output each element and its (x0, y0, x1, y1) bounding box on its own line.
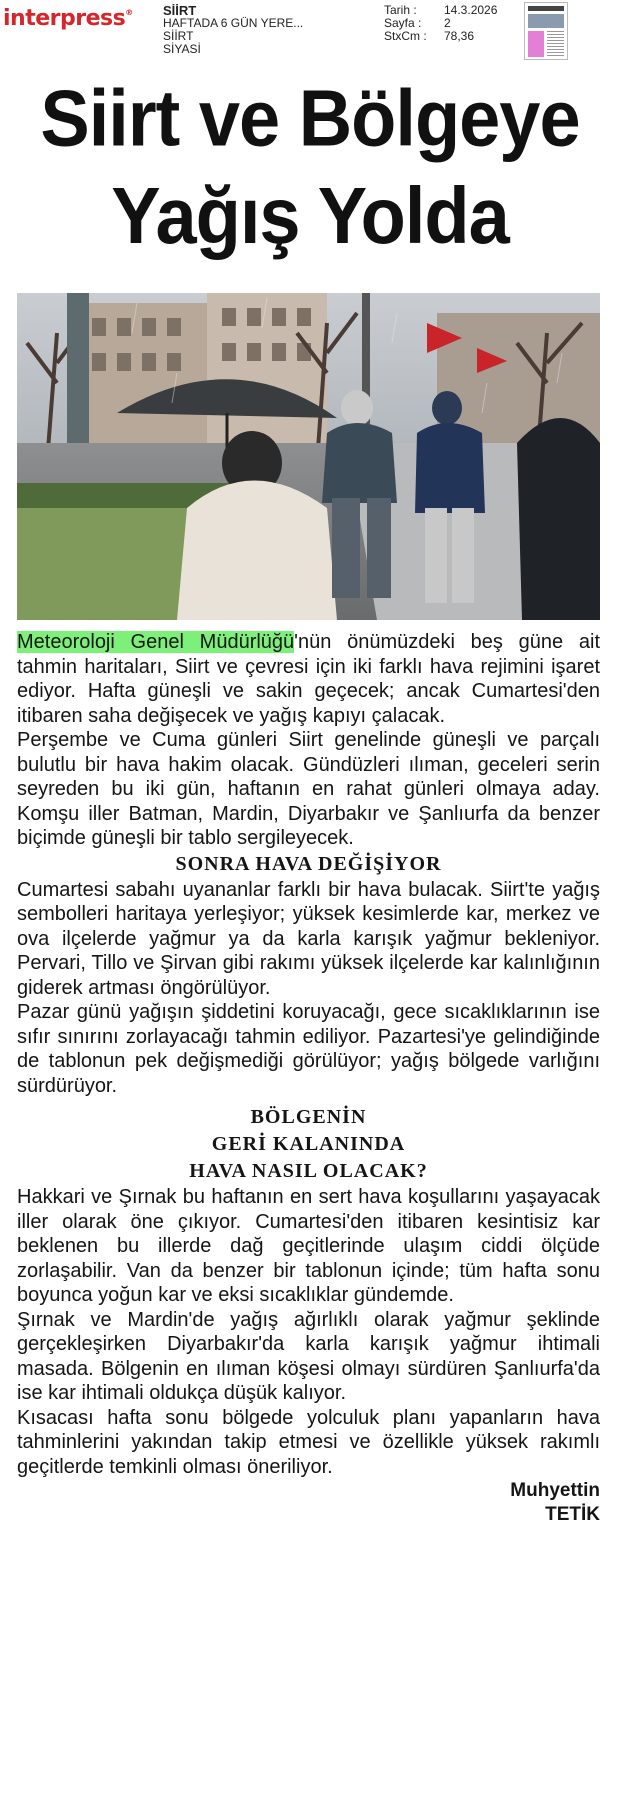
paragraph-7: Kısacası hafta sonu bölgede yolculuk planı yapanların hava tahminlerini yakından takip etmesi ve özellikle yüksek rakımlı geçitlerde temkinli olması öneriliyor. (17, 1406, 600, 1478)
meta-row-stxcm: StxCm : 78,36 (384, 29, 475, 43)
meta-row-date: Tarih : 14.3.2026 (384, 3, 498, 17)
meta-row-page: Sayfa : 2 (384, 16, 451, 30)
subheading-2-line-3: HAVA NASIL OLACAK? (189, 1160, 428, 1182)
paragraph-1: Meteoroloji Genel Müdürlüğü'nün önümüzdeki beş güne ait tahmin haritaları, Siirt ve çevresi için iki farklı hava rejimini işaret ediyor. Hafta güneşli ve sakin geçecek; ancak Cumartesi'den itibaren saha değişecek ve yağış kapıyı çalacak. (17, 631, 600, 727)
article-body (17, 630, 600, 1527)
paragraph-4: Pazar günü yağışın şiddetini koruyacağı, gece sıcaklıklarının ise sıfır sınırını zorlayacağı tahmin ediliyor. Pazartesi'ye gelindiğinde de tablonun pek değişmediği görülüyor; yağış bölgede varlığını sürdürüyor. (17, 1001, 600, 1097)
subheading-2-line-1: BÖLGENİN (250, 1106, 367, 1128)
subheading-2-line-2: GERİ KALANINDA (211, 1133, 406, 1155)
headline (0, 70, 620, 264)
paragraph-2: Perşembe ve Cuma günleri Siirt genelinde güneşli ve parçalı bulutlu bir hava hakim olacak. Gündüzleri ılıman, geceleri serin seyreden bu iki gün, haftanın en rahat günleri olmaya aday. Komşu iller Batman, Mardin, Diyarbakır ve Şanlıurfa da benzer biçimde güneşli bir tablo sergileyecek. (17, 729, 600, 849)
paragraph-6: Şırnak ve Mardin'de yağış ağırlıklı olarak yağmur şeklinde gerçekleşirken Diyarbakır'da karla karışık yağmur ihtimali masada. Bölgenin en ılıman köşesi olmayı sürdüren Şanlıurfa'da ise kar ihtimali oldukça düşük kalıyor. (17, 1308, 600, 1404)
byline (17, 1479, 600, 1527)
source-meta (163, 4, 303, 56)
paragraph-3: Cumartesi sabahı uyananlar farklı bir hava bulacak. Siirt'te yağış sembolleri haritaya yerleşiyor; yüksek kesimlerde kar, merkez ve ova ilçelerde yağmur ya da karla karışık yağmur bekleniyor. Pervari, Tillo ve Şirvan gibi rakımı yüksek ilçelerde kar kalınlığının giderek artması öngörülüyor. (17, 878, 600, 999)
highlighted-source: Meteoroloji Genel Müdürlüğü (17, 631, 295, 653)
clip-meta (384, 4, 497, 43)
source-city: SİİRT (163, 3, 197, 18)
subheading-1: SONRA HAVA DEĞİŞİYOR (175, 852, 442, 875)
page-thumbnail-icon[interactable] (524, 2, 568, 60)
interpress-logo: interpress® (3, 6, 133, 31)
paragraph-5: Hakkari ve Şırnak bu haftanın en sert hava koşullarını yaşayacak iller olarak öne çıkıyor. Cumartesi'den itibaren kesintisiz kar beklenen bu illerde dağ geçitlerinde ulaşım ciddi ölçüde zorlaşabilir. Van da benzer bir tablonun içinde; tüm hafta sonu boyunca yoğun kar ve eksi sıcaklıklar gündemde. (17, 1186, 600, 1306)
news-photo (17, 293, 600, 620)
byline-last: TETİK (545, 1504, 600, 1525)
source-category: SİYASİ (163, 42, 201, 56)
headline-line-2: Yağış Yolda (111, 170, 509, 261)
source-region: SİİRT (163, 29, 194, 43)
clipping-header (0, 0, 620, 62)
headline-line-1: Siirt ve Bölgeye (40, 73, 580, 163)
source-title: HAFTADA 6 GÜN YERE... (163, 16, 304, 30)
byline-first: Muhyettin (510, 1480, 600, 1501)
